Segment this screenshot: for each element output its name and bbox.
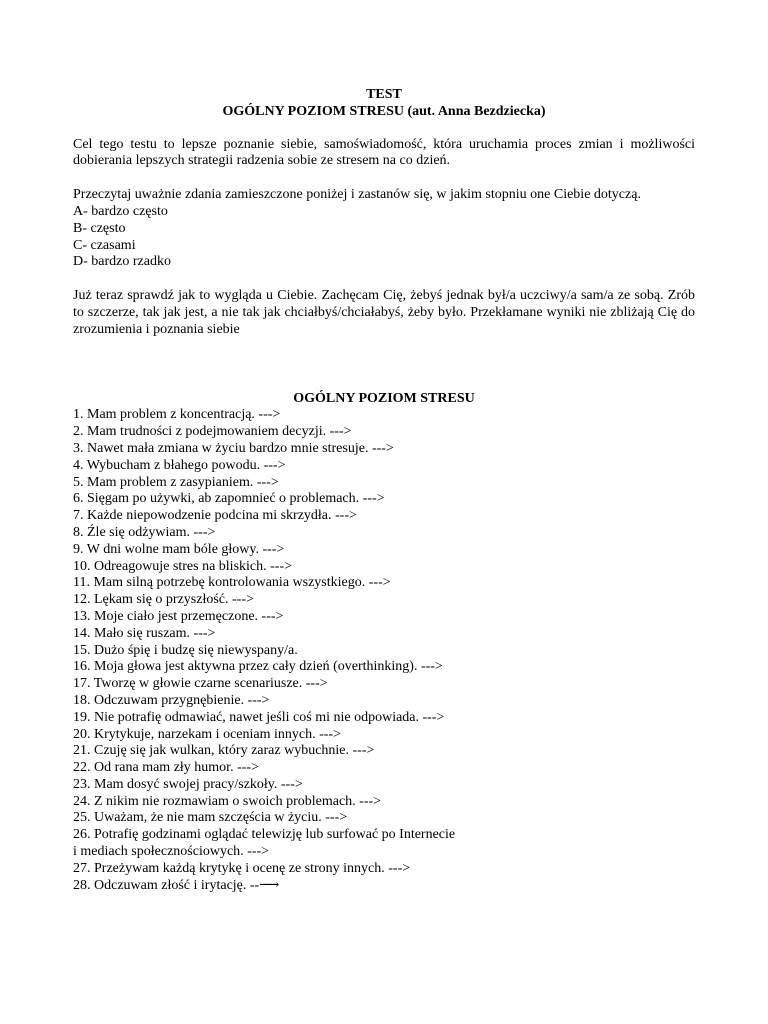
- statement-item: 27. Przeżywam każdą krytykę i ocenę ze strony innych. --->: [73, 860, 411, 876]
- statement-item: 16. Moja głowa jest aktywna przez cały dzień (overthinking). --->: [73, 659, 443, 675]
- statement-item: 17. Tworzę w głowie czarne scenariusze. --->: [73, 676, 328, 692]
- statement-item: 6. Sięgam po używki, ab zapomnieć o problemach. --->: [73, 491, 385, 507]
- statement-item: 1. Mam problem z koncentracją. --->: [73, 407, 281, 423]
- statement-item: 14. Mało się ruszam. --->: [73, 625, 216, 641]
- document-subtitle: OGÓLNY POZIOM STRESU (aut. Anna Bezdziecka): [222, 103, 546, 119]
- document-page: [73, 87, 695, 894]
- intro-paragraph-2: Przeczytaj uważnie zdania zamieszczone poniżej i zastanów się, w jakim stopniu one Ciebie dotyczą.: [73, 187, 641, 203]
- answer-option: B- często: [73, 220, 126, 236]
- statement-item-26-line-1: 26. Potrafię godzinami oglądać telewizję lub surfować po Internecie: [73, 827, 456, 843]
- document-title: TEST: [366, 87, 402, 102]
- statement-item: 22. Od rana mam zły humor. --->: [73, 760, 259, 776]
- section-heading: OGÓLNY POZIOM STRESU: [293, 390, 475, 406]
- statement-item-26: [73, 827, 695, 861]
- intro-paragraph-1: Cel tego testu to lepsze poznanie siebie, samoświadomość, która uruchamia proces zmian i możliwości dobierania lepszych strategii radzenia sobie ze stresem na co dzień.: [73, 136, 695, 169]
- statement-item: 15. Dużo śpię i budzę się niewyspany/a.: [73, 642, 298, 658]
- statement-item-26-line-2: i mediach społecznościowych. --->: [73, 844, 270, 860]
- statement-item: 9. W dni wolne mam bóle głowy. --->: [73, 541, 285, 557]
- intro-paragraph-3: Już teraz sprawdź jak to wygląda u Ciebie. Zachęcam Cię, żebyś jednak był/a uczciwy/a sam/a ze sobą. Zrób to szczerze, tak jak jest, a nie tak jak chciałbyś/chciałabyś, żeby było. Przekłamane wyniki nie zbliżają Cię do zrozumienia i poznania siebie: [73, 288, 695, 337]
- statement-item: 13. Moje ciało jest przemęczone. --->: [73, 608, 284, 624]
- statement-item: 21. Czuję się jak wulkan, który zaraz wybuchnie. --->: [73, 743, 375, 759]
- statement-item: 2. Mam trudności z podejmowaniem decyzji. --->: [73, 424, 352, 440]
- statement-item: 28. Odczuwam złość i irytację. --⟶: [73, 877, 280, 893]
- statement-item: 24. Z nikim nie rozmawiam o swoich problemach. --->: [73, 793, 382, 809]
- answer-options-list: [73, 204, 695, 271]
- statement-item: 19. Nie potrafię odmawiać, nawet jeśli coś mi nie odpowiada. --->: [73, 709, 445, 725]
- answer-option: A- bardzo często: [73, 203, 168, 219]
- statement-item: 12. Lękam się o przyszłość. --->: [73, 592, 254, 608]
- statement-item: 18. Odczuwam przygnębienie. --->: [73, 692, 270, 708]
- statement-item: 3. Nawet mała zmiana w życiu bardzo mnie stresuje. --->: [73, 440, 394, 456]
- statement-item: 5. Mam problem z zasypianiem. --->: [73, 474, 279, 490]
- statement-list: [73, 407, 695, 894]
- statement-item: 20. Krytykuje, narzekam i oceniam innych. --->: [73, 726, 341, 742]
- answer-option: D- bardzo rzadko: [73, 254, 171, 270]
- statement-item: 4. Wybucham z błahego powodu. --->: [73, 457, 286, 473]
- statement-item: 10. Odreagowuje stres na bliskich. --->: [73, 558, 293, 574]
- statement-item: 25. Uważam, że nie mam szczęścia w życiu. --->: [73, 810, 348, 826]
- answer-option: C- czasami: [73, 237, 136, 253]
- statement-item: 23. Mam dosyć swojej pracy/szkoły. --->: [73, 776, 303, 792]
- statement-item: 7. Każde niepowodzenie podcina mi skrzydła. --->: [73, 508, 357, 524]
- statement-item: 8. Źle się odżywiam. --->: [73, 524, 216, 540]
- statement-item: 11. Mam silną potrzebę kontrolowania wszystkiego. --->: [73, 575, 391, 591]
